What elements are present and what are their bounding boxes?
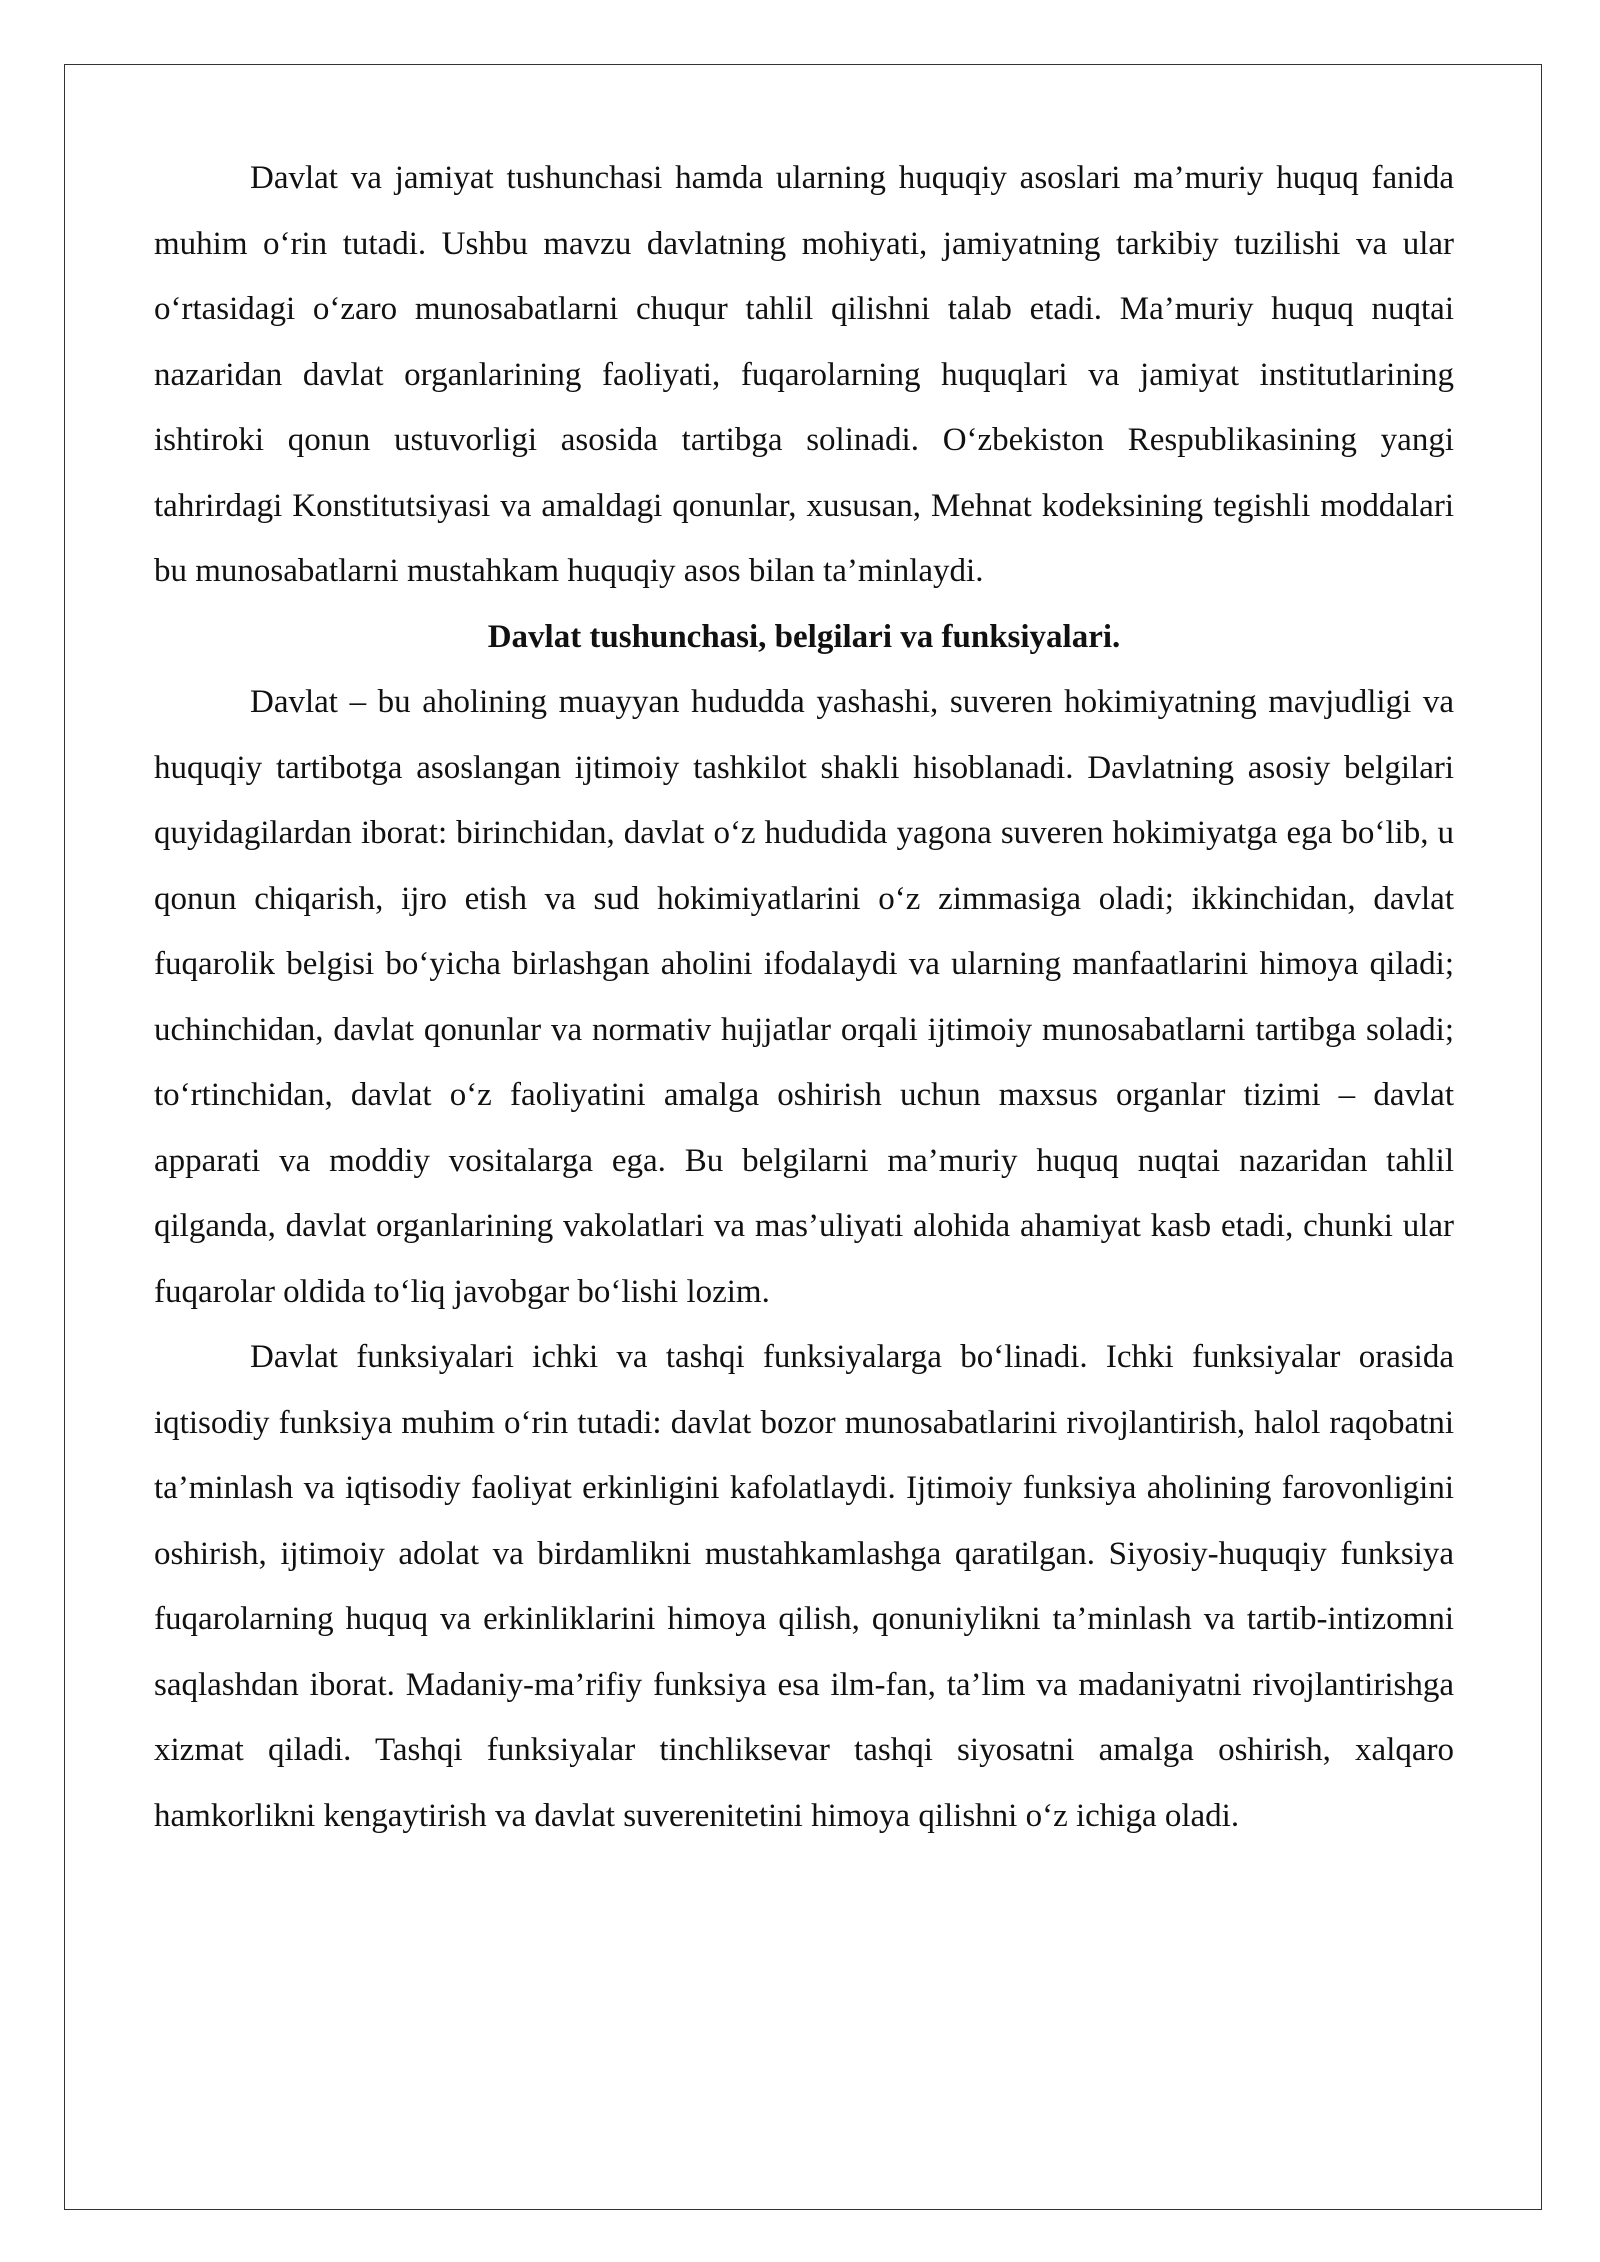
state-definition-paragraph: Davlat – bu aholining muayyan hududda yashashi, suveren hokimiyatning mavjudligi va huquqiy tartibotga asoslangan ijtimoiy tashkilot shakli hisoblanadi. Davlatning asosiy belgilari quyidagilardan iborat: birinchidan, davlat o‘z hududida yagona suveren hokimiyatga ega bo‘lib, u qonun chiqarish, ijro etish va sud hokimiyatlarini o‘z zimmasiga oladi; ikkinchidan, davlat fuqarolik belgisi bo‘yicha birlashgan aholini ifodalaydi va ularning manfaatlarini himoya qiladi; uchinchidan, davlat qonunlar va normativ hujjatlar orqali ijtimoiy munosabatlarni tartibga soladi; to‘rtinchidan, davlat o‘z faoliyatini amalga oshirish uchun maxsus organlar tizimi – davlat apparati va moddiy vositalarga ega. Bu belgilarni ma’muriy huquq nuqtai nazaridan tahlil qilganda, davlat organlarining vakolatlari va mas’uliyati alohida ahamiyat kasb etadi, chunki ular fuqarolar oldida to‘liq javobgar bo‘lishi lozim. <box>154 684 1454 1310</box>
section-heading: Davlat tushunchasi, belgilari va funksiyalari. <box>487 618 1121 655</box>
state-functions-paragraph: Davlat funksiyalari ichki va tashqi funksiyalarga bo‘linadi. Ichki funksiyalar orasida iqtisodiy funksiya muhim o‘rin tutadi: davlat bozor munosabatlarini rivojlantirish, halol raqobatni ta’minlash va iqtisodiy faoliyat erkinligini kafolatlaydi. Ijtimoiy funksiya aholining farovonligini oshirish, ijtimoiy adolat va birdamlikni mustahkamlashga qaratilgan. Siyosiy-huquqiy funksiya fuqarolarning huquq va erkinliklarini himoya qilish, qonuniylikni ta’minlash va tartib-intizomni saqlashdan iborat. Madaniy-ma’rifiy funksiya esa ilm-fan, ta’lim va madaniyatni rivojlantirishga xizmat qiladi. Tashqi funksiyalar tinchliksevar tashqi siyosatni amalga oshirish, xalqaro hamkorlikni kengaytirish va davlat suverenitetini himoya qilishni o‘z ichiga oladi. <box>154 1339 1454 1834</box>
document-body <box>154 146 1454 1849</box>
intro-paragraph: Davlat va jamiyat tushunchasi hamda ularning huquqiy asoslari ma’muriy huquq fanida muhim o‘rin tutadi. Ushbu mavzu davlatning mohiyati, jamiyatning tarkibiy tuzilishi va ular o‘rtasidagi o‘zaro munosabatlarni chuqur tahlil qilishni talab etadi. Ma’muriy huquq nuqtai nazaridan davlat organlarining faoliyati, fuqarolarning huquqlari va jamiyat institutlarining ishtiroki qonun ustuvorligi asosida tartibga solinadi. O‘zbekiston Respublikasining yangi tahrirdagi Konstitutsiyasi va amaldagi qonunlar, xususan, Mehnat kodeksining tegishli moddalari bu munosabatlarni mustahkam huquqiy asos bilan ta’minlaydi. <box>154 160 1454 589</box>
